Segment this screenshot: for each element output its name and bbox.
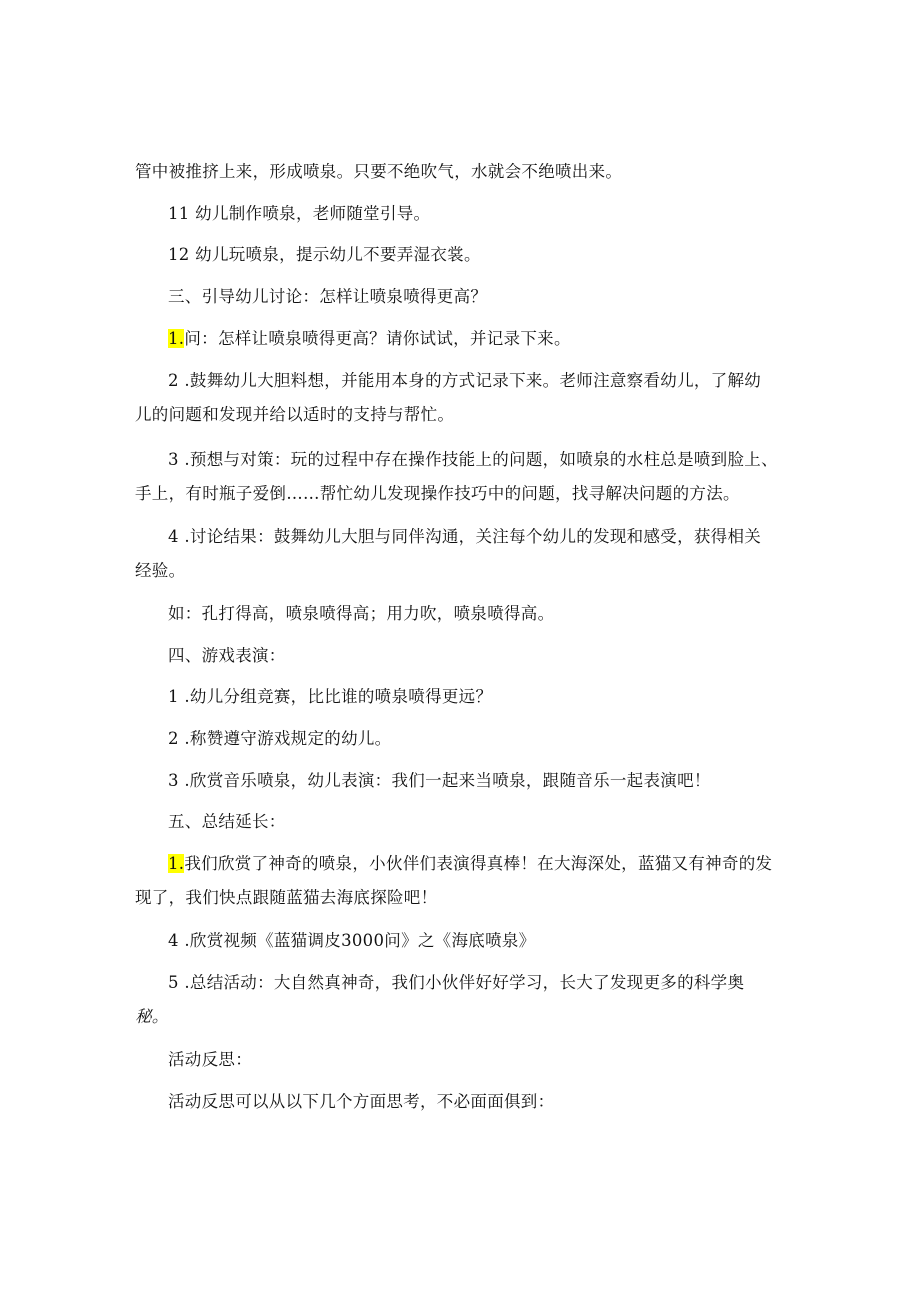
paragraph-line: 秘。 [135, 1007, 169, 1026]
list-item: 4 .欣赏视频《蓝猫调皮3000问》之《海底喷泉》 [168, 931, 536, 950]
paragraph-line: 经验。 [135, 561, 186, 580]
list-item-text: 我们欣赏了神奇的喷泉，小伙伴们表演得真棒！在大海深处，蓝猫又有神奇的发 [184, 854, 773, 873]
section-heading: 三、引导幼儿讨论：怎样让喷泉喷得更高？ [168, 287, 488, 306]
list-item: 2 .鼓舞幼儿大胆料想，并能用本身的方式记录下来。老师注意察看幼儿，了解幼 [168, 371, 762, 390]
list-item: 5 .总结活动：大自然真神奇，我们小伙伴好好学习，长大了发现更多的科学奥 [168, 973, 745, 992]
section-heading: 四、游戏表演： [168, 646, 286, 665]
paragraph-line: 儿的问题和发现并给以适时的支持与帮忙。 [135, 405, 455, 424]
list-item: 3 .预想与对策：玩的过程中存在操作技能上的问题，如喷泉的水柱总是喷到脸上、 [168, 450, 778, 469]
list-item-text: 问：怎样让喷泉喷得更高？请你试试，并记录下来。 [184, 329, 571, 348]
highlighted-number: 1. [168, 329, 185, 348]
paragraph-line: 活动反思可以从以下几个方面思考，不必面面俱到： [168, 1092, 555, 1111]
paragraph-line: 如：孔打得高，喷泉喷得高；用力吹，喷泉喷得高。 [168, 604, 555, 623]
list-item: 2 .称赞遵守游戏规定的幼儿。 [168, 729, 392, 748]
list-item: 1 .幼儿分组竞赛，比比谁的喷泉喷得更远？ [168, 687, 493, 706]
list-item: 4 .讨论结果：鼓舞幼儿大胆与同伴沟通，关注每个幼儿的发现和感受，获得相关 [168, 527, 762, 546]
section-heading: 活动反思： [168, 1050, 252, 1069]
list-item: 11 幼儿制作喷泉，老师随堂引导。 [168, 204, 431, 223]
paragraph-line: 管中被推挤上来，形成喷泉。只要不绝吹气，水就会不绝喷出来。 [135, 162, 623, 181]
list-item [168, 852, 772, 876]
list-item: 12 幼儿玩喷泉，提示幼儿不要弄湿衣裳。 [168, 245, 481, 264]
paragraph-line: 现了，我们快点跟随蓝猫去海底探险吧！ [135, 888, 438, 907]
highlighted-number: 1. [168, 854, 185, 873]
section-heading: 五、总结延长： [168, 812, 286, 831]
paragraph-line: 手上，有时瓶子爱倒……帮忙幼儿发现操作技巧中的问题，找寻解决问题的方法。 [135, 484, 740, 503]
list-item: 3 .欣赏音乐喷泉，幼儿表演：我们一起来当喷泉，跟随音乐一起表演吧！ [168, 771, 711, 790]
list-item [168, 327, 571, 351]
